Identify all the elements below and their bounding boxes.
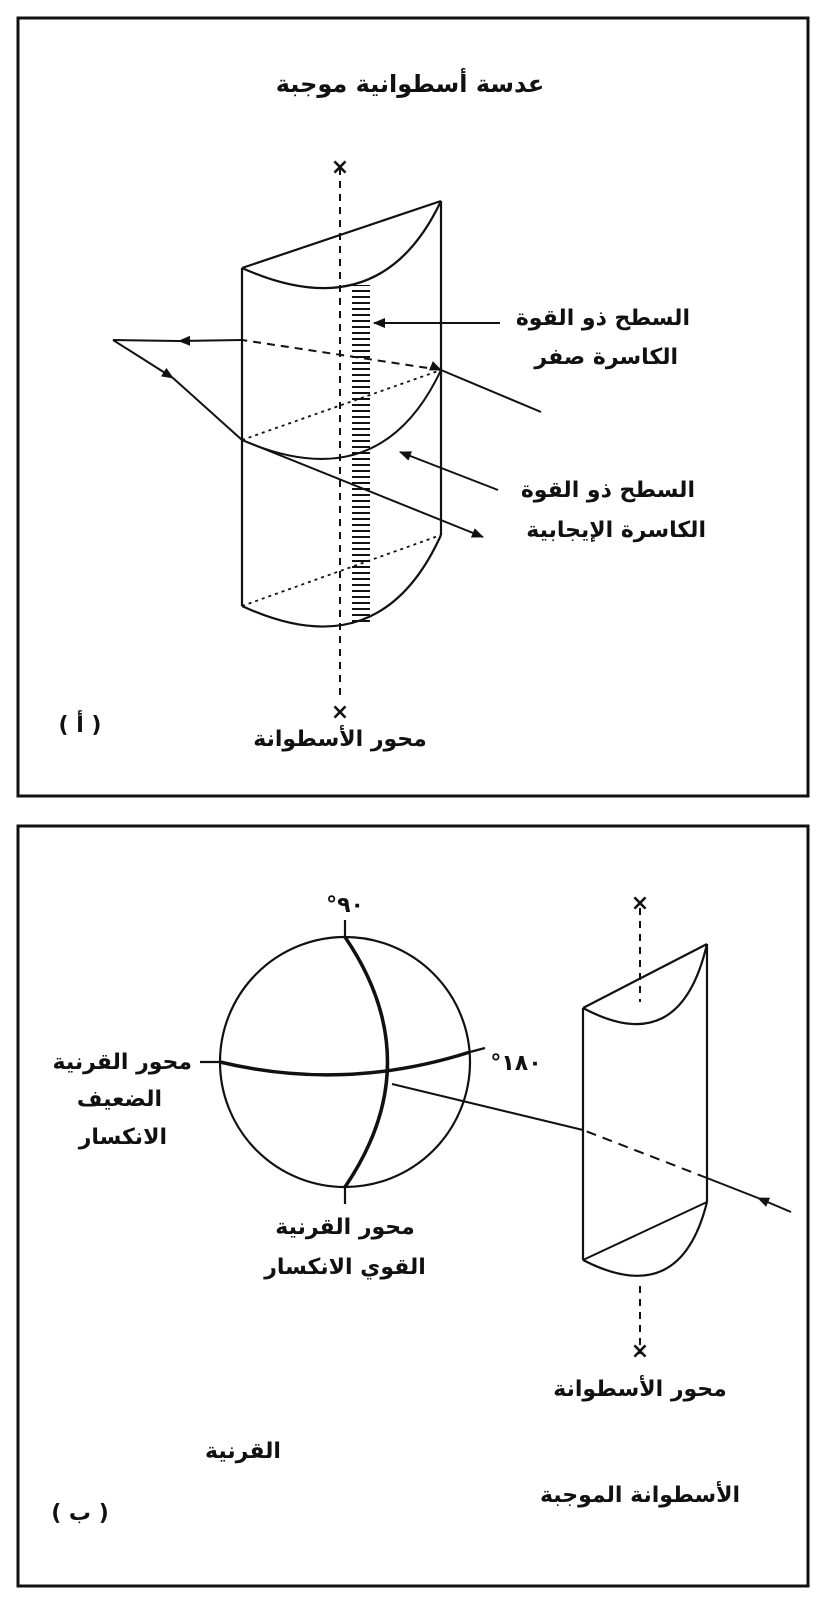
panel-b-frame <box>18 826 808 1586</box>
cylinder-lens-b <box>583 891 707 1364</box>
leader-positive-power <box>400 452 498 490</box>
zero-power-label-line2: الكاسرة صفر <box>534 345 678 370</box>
weak-axis-label-line2: الضعيف <box>76 1087 162 1112</box>
axis-top-x-marker: × <box>330 155 350 180</box>
positive-power-label-line2: الكاسرة الإيجابية <box>526 518 706 543</box>
weak-axis-label-line3: الانكسار <box>78 1125 167 1150</box>
positive-cylinder-label: الأسطوانة الموجبة <box>539 1483 741 1508</box>
zero-power-label-line1: السطح ذو القوة <box>515 306 690 331</box>
panel-a-frame <box>18 18 808 796</box>
ray-paths-a <box>113 340 541 537</box>
panel-a <box>18 18 808 796</box>
axis-top-x-marker-b: × <box>630 891 650 916</box>
cornea-label: القرنية <box>205 1439 281 1464</box>
panel-b-axis-label: محور الأسطوانة <box>553 1377 727 1402</box>
cornea-diagram <box>200 920 485 1204</box>
degree-180-label: °١٨٠ <box>490 1051 542 1076</box>
panel-b-letter: ( ب ) <box>51 1501 109 1526</box>
degree-90-label: °٩٠ <box>326 893 364 918</box>
panel-a-title: عدسة أسطوانية موجبة <box>275 70 545 98</box>
strong-axis-label-line2: القوي الانكسار <box>264 1255 426 1280</box>
ray-path-b <box>392 1084 791 1212</box>
panel-a-axis-label: محور الأسطوانة <box>253 727 427 752</box>
cylinder-lens-a <box>242 201 441 627</box>
positive-power-label-line1: السطح ذو القوة <box>520 478 695 503</box>
axis-bottom-x-marker-b: × <box>630 1339 650 1364</box>
axis-bottom-x-marker: × <box>330 700 350 725</box>
weak-axis-label-line1: محور القرنية <box>52 1050 192 1075</box>
panel-b <box>18 826 808 1586</box>
strong-axis-label-line1: محور القرنية <box>275 1215 415 1240</box>
panel-a-letter: ( أ ) <box>58 713 102 738</box>
